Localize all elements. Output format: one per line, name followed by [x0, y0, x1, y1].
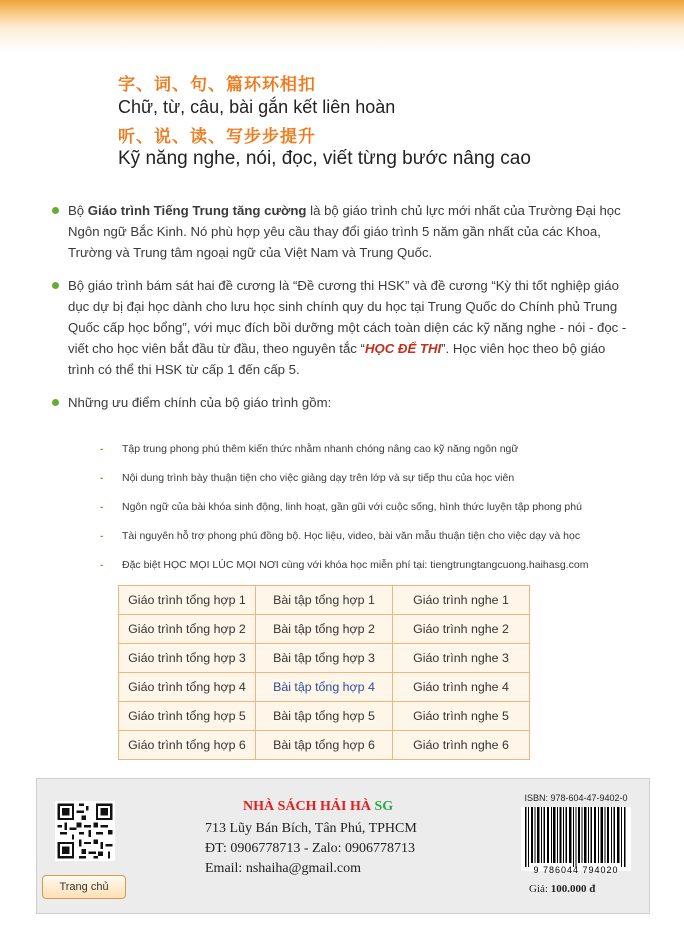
paragraph-intro — [52, 200, 632, 263]
table-cell: Giáo trình nghe 5 — [393, 702, 530, 731]
paragraph-curriculum — [52, 275, 632, 380]
table-cell: Giáo trình tổng hợp 4 — [119, 673, 256, 702]
list-item-text: Nội dung trình bày thuận tiện cho việc giảng dạy trên lớp và sự tiếp thu của học viên — [122, 472, 515, 484]
publisher-phone: ĐT: 0906778713 - Zalo: 0906778713 — [205, 841, 416, 856]
price-label: Giá: — [529, 883, 548, 895]
bullet-dot-icon — [52, 282, 59, 289]
list-item-text: Ngôn ngữ của bài khóa sinh động, linh hoạt, gần gũi với cuộc sống, hình thức luyện tập phong phú — [122, 501, 582, 513]
paragraph-intro-body: là bộ giáo trình chủ lực mới nhất của Trường Đại học Ngôn ngữ Bắc Kinh. Nó phù hợp yêu cầu thay đổi giáo trình 5 năm gần nhất của các Khoa, Trường và Trung tâm ngoại ngữ của Việt Nam và Trung Quốc. — [68, 203, 621, 260]
table-row — [119, 673, 530, 702]
table-cell: Giáo trình nghe 1 — [393, 586, 530, 615]
dash-icon: - — [100, 530, 104, 542]
bullet-dot-icon — [52, 399, 59, 406]
advantage-list — [100, 440, 660, 585]
dash-icon: - — [100, 559, 104, 571]
table-row — [119, 702, 530, 731]
publisher-name-text: NHÀ SÁCH HẢI HÀ — [243, 799, 371, 814]
hero-chinese-line-1: 字、词、句、篇环环相扣 — [118, 75, 316, 95]
publisher-name — [243, 795, 485, 819]
table-cell: Giáo trình nghe 6 — [393, 731, 530, 760]
table-row — [119, 586, 530, 615]
paragraph-intro-title: Giáo trình Tiếng Trung tăng cường — [87, 203, 307, 218]
table-row — [119, 615, 530, 644]
hero-headings — [118, 74, 638, 178]
publisher-address: 713 Lũy Bán Bích, Tân Phú, TPHCM — [205, 821, 417, 836]
hero-vietnamese-line-2: Kỹ năng nghe, nói, đọc, viết từng bước nâng cao — [118, 148, 531, 169]
paragraph-curriculum-body: Bộ giáo trình bám sát hai đề cương là “Đề cương thi HSK” và đề cương “Kỳ thi tốt nghiệp giáo dục dự bị đại học dành cho lưu học sinh chính quy du học tại Trung Quốc do Chính phủ Trung Quốc cấp học bổng”, với mục đích bồi dưỡng một cách toàn diện các kỹ năng nghe - nói - đọc - viết cho học viên bắt đầu từ đầu, theo nguyên tắc “ — [68, 278, 627, 356]
paragraph-advantages-text: Những ưu điểm chính của bộ giáo trình gồm: — [68, 395, 332, 410]
table-cell: Bài tập tổng hợp 3 — [256, 644, 393, 673]
hero-vietnamese-line-1: Chữ, từ, câu, bài gắn kết liên hoàn — [118, 97, 396, 117]
hero-chinese-line-2: 听、说、读、写步步提升 — [118, 127, 316, 147]
table-cell: Giáo trình tổng hợp 2 — [119, 615, 256, 644]
barcode-number: 9 786044 794020 — [533, 865, 619, 875]
list-item — [100, 440, 660, 469]
description-paragraphs — [52, 200, 632, 425]
paragraph-curriculum-emphasis: HỌC ĐỂ THI — [364, 341, 442, 356]
paragraph-advantages — [52, 392, 632, 413]
paragraph-intro-prefix: Bộ — [68, 203, 88, 218]
price-value: 100.000 đ — [550, 883, 596, 895]
table-cell: Bài tập tổng hợp 6 — [256, 731, 393, 760]
dash-icon: - — [100, 472, 104, 484]
list-item — [100, 498, 660, 527]
list-item-text: Đặc biệt HỌC MỌI LÚC MỌI NƠI cùng với khóa học miễn phí tại: tiengtrungtangcuong.haihasg.com — [122, 559, 589, 571]
table-cell: Giáo trình tổng hợp 1 — [119, 586, 256, 615]
list-item — [100, 469, 660, 498]
table-cell-highlighted: Bài tập tổng hợp 4 — [256, 673, 393, 702]
bullet-dot-icon — [52, 207, 59, 214]
publisher-info — [205, 795, 485, 879]
dash-icon: - — [100, 501, 104, 513]
publisher-name-suffix: SG — [374, 799, 394, 814]
publisher-footer — [36, 778, 650, 914]
list-item — [100, 556, 660, 585]
isbn-label: ISBN: 978-604-47-9402-0 — [524, 793, 628, 803]
table-cell: Bài tập tổng hợp 5 — [256, 702, 393, 731]
table-cell: Giáo trình nghe 4 — [393, 673, 530, 702]
list-item-text: Tập trung phong phú thêm kiến thức nhằm nhanh chóng nâng cao kỹ năng ngôn ngữ — [122, 443, 519, 455]
home-button[interactable]: Trang chủ — [42, 875, 126, 899]
dash-icon: - — [100, 443, 104, 455]
table-cell: Bài tập tổng hợp 2 — [256, 615, 393, 644]
table-row — [119, 644, 530, 673]
table-cell: Giáo trình tổng hợp 3 — [119, 644, 256, 673]
list-item — [100, 527, 660, 556]
list-item-text: Tài nguyên hỗ trợ phong phú đồng bộ. Học liệu, video, bài văn mẫu thuận tiện cho việc dạy và học — [122, 530, 581, 542]
table-cell: Giáo trình nghe 3 — [393, 644, 530, 673]
price — [529, 883, 595, 895]
table-cell: Giáo trình nghe 2 — [393, 615, 530, 644]
table-cell: Bài tập tổng hợp 1 — [256, 586, 393, 615]
table-cell: Giáo trình tổng hợp 6 — [119, 731, 256, 760]
paragraph-curriculum-tail: ”. Học viên học theo bộ giáo trình có thể thi HSK từ cấp 1 đến cấp 5. — [68, 341, 606, 377]
table-row — [119, 731, 530, 760]
barcode-icon — [521, 807, 631, 871]
publisher-email[interactable]: Email: nshaiha@gmail.com — [205, 861, 361, 876]
book-series-table — [118, 585, 530, 760]
qr-code-icon[interactable] — [55, 801, 115, 861]
table-cell: Giáo trình tổng hợp 5 — [119, 702, 256, 731]
